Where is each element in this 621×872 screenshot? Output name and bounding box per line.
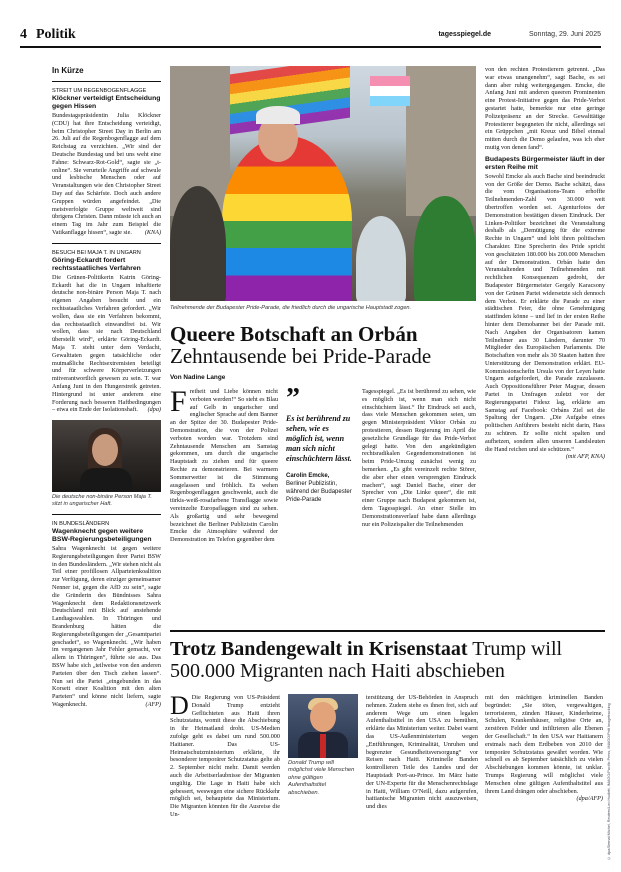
haiti-col-3: terstützung der US-Behörden in Anspruch nehmen. Zudem stehe es ihnen frei, sich auf anderem Wege um einen legalen Aufenthaltstitel in den USA zu bemühen, erklärte das Ministerium weiter. Dabei warnt das US-Außenministerium wegen „Entführungen, Kriminalität, Unruhen und begrenzter Gesundheitsversorgung“ vor Reisen nach Haiti. Kriminelle Banden kontrollieren Teile des Landes und der Hauptstadt Port-au-Prince. Im März hatte der UN-Experte für die Menschenrechtslage in Haiti, William O’Neill, dazu aufgerufen, haitianische Migranten nicht auszuweisen, und dies — [366, 694, 478, 811]
brief-wagenknecht — [52, 521, 161, 709]
section-title: Politik — [36, 27, 76, 42]
maja-t-photo — [52, 420, 161, 492]
brief-body: Die Grünen-Politikerin Katrin Göring-Eckardt hat die in Ungarn inhaftierte deutsche non-binäre Person Maja T. nach eigenen Angaben besucht und ein rechtsstaatliches Verfahren gefordert. „Wir wollen, dass sie ein Verfahren bekommt, das rechtsstaatlich einwandfrei ist. Wir wollen, dass sie nach Deutschland überstellt wird“, erklärte Göring-Eckardt. Maja T. steht unter dem Verdacht, Gewalttaten gegen tatsächliche oder mutmaßliche Rechtsextremisten beteiligt und für schwere Körperverletzungen mitverantwortlich gewesen zu sein. T. war Anfang Juni in den Hungerstreik getreten. Hintergrund ist unter anderem eine Forderung nach besseren Haftbedingungen – etwa ein Ende der Isolationshaft. (dpa) — [52, 273, 161, 414]
in-kuerze-column — [52, 66, 161, 846]
brief-kloeckner — [52, 88, 161, 237]
article-col-1 — [170, 385, 278, 544]
brief-kicker: BESUCH BEI MAJA T. IN UNGARN — [52, 249, 141, 256]
pride-article-right-column — [485, 66, 605, 461]
pride-headline — [170, 323, 476, 367]
brief-source: (AFP) — [145, 701, 161, 709]
maja-t-caption: Die deutsche non-binäre Person Maja T. sitzt in ungarischer Haft. — [52, 494, 152, 508]
brief-headline: Wagenknecht gegen weitere BSW-Regierungsbeteiligungen — [52, 528, 152, 544]
brief-body: Bundestagspräsidentin Julia Klöckner (CDU) hat ihre Entscheidung verteidigt, beim Christopher Street Day in Berlin am 26. Juli auf die Regenbogenflagge auf dem Reichstag zu verzichten. „Wir sind der Deutsche Bundestag und bei uns weht eine Fahne: Schwarz-Rot-Gold“, sagte sie „t-online“. Sie verurteile Angriffe auf schwule und lesbische Menschen oder auf Veranstaltungen wie den Christopher Street Day auf das Schärfste. Doch auch andere Gruppen würden angefeindet. „Die meistverfolgte Gruppe weltweit sind übrigens Christen. Dann müsste ich auch an einem Tag im Jahr zum Beispiel die Vatikanflagge hissen“, sagte sie. (KNA) — [52, 112, 161, 236]
article-text: reiheit und Liebe können nicht verboten werden!“ So steht es Blau auf Gelb in ungarischer und englischer Sprache auf dem Banner an der Spitze der 30. Budapester Pride-Demonstration, die von der Polizei verboten worden war. Trotzdem sind Zehntausende Menschen am Samstag gekommen, um durch die ungarische Hauptstadt zu ziehen und für queere Rechte zu demonstrieren. Bei warmem Sommerwetter ist die Stimmung ausgelassen und fröhlich. Es wehen Regenbogenflaggen geschwenkt, auch die türkis-weiß-rosafarbene Transflagge sowie vereinzelte Europaflaggen sind zu sehen. Als großartig und sehr bewegend bezeichnet die Berliner Publizistin Carolin Emcke die Atmosphäre während der Demonstration im Telefon gegenüber dem — [170, 388, 278, 544]
headline-sub: Zehntausende bei Pride-Parade — [170, 344, 432, 368]
page-number: 4 — [20, 27, 27, 42]
issue-date: Sonntag, 29. Juni 2025 — [528, 31, 601, 38]
article-source: (mit AFP, KNA) — [565, 453, 605, 461]
brief-goering-eckardt — [52, 250, 161, 414]
quote-mark-icon: ” — [286, 383, 300, 414]
brief-headline: Göring-Eckardt fordert rechtsstaatliches Verfahren — [52, 256, 141, 272]
drop-cap: F — [170, 385, 187, 418]
haiti-headline: Trotz Bandengewalt in Krisenstaat Trump will 500.000 Migranten nach Haiti abschieben — [170, 638, 563, 682]
brief-headline: Klöckner verteidigt Entscheidung gegen Hissen — [52, 95, 161, 110]
article-text: Sowohl Emcke als auch Bache sind beeindruckt von der Größe der Demo. Bache schätzt, dass die vom Organisations-Team erhoffte Teilnehmenden-Zahl von 30.000 weit übertroffen worden sei. Agenturfotos der Demonstration bestätigen diesen Eindruck. Der Linken-Politiker bezeichnet die Veranstaltung deshalb als „Demütigung für die extreme Rechte in Ungarn“ und lobt ihren politischen Charakter. Eine Sprecherin des Pride spricht von geschätzten 180.000 bis 200.000 Menschen auf der Demonstration. Orbán hatte den Veranstaltenden und Teilnehmenden mit rechtlichen Konsequenzen gedroht, der Budapester Bürgermeister Gergely Karacsony von der Grünen Partei widersetzte sich dennoch dem Verbot. Er erklärte die Parade zu einer städtischen Feier, die ohne Genehmigung stattfinden könne – und lief in der ersten Reihe hinter dem Demobanner bei der Parade mit. Nach Angaben der Organisatoren kamen Teilnehmer aus 30 Ländern, darunter 70 Mitglieder des Europäischen Parlaments. Die Botschaften von mehr als 30 Staaten hatten ihre Unterstützung der Demonstration erklärt. EU-Kommissionschefin Ursula von der Leyen hatte Ungarn aufgefordert, die Parade zuzulassen. Auch Oppositionsführer Peter Magyar, dessen Partei in Umfragen zuletzt vor der Regierungspartei Fidesz lag, erklärte am Samstag auf Facebook: Orbáns Ziel sei die Spaltung der Ungarn. „Die Aufgabe eines politischen Anführers besteht nicht darin, Hass zu schüren. Er sollte nicht spalten und aufhetzen, sondern allen unseren Landsleuten die Hand reichen und sie schützen.“ (mit AFP, KNA) — [485, 172, 605, 461]
quote-text: Es ist berührend zu sehen, wie es möglich ist, wenn man sich nicht einschüchtern lässt. — [286, 414, 352, 463]
site-name[interactable]: tagesspiegel.de — [438, 31, 491, 38]
haiti-col-1: D Die Regierung von US-Präsident Donald Trump entzieht Geflüchteten aus Haiti ihren Schutzstatus, womit diese die Abschiebung in ihr Heimatland droht. US-Medien zufolge geht es dabei um rund 500.000 Haitianer. Das US-Heimatschutzministerium erklärte, ihr besonderer temporärer Schutzstatus gelte ab 2. September nicht mehr. Damit werden auch die Arbeitserlaubnisse der Migranten ungültig. Die Lage in Haiti habe sich gebessert, weswegen eine sichere Rückkehr möglich sei, behauptete das Ministerium. Die Migranten könnten für die Ausreise die Un- — [170, 691, 280, 818]
haiti-col-4: mit den mächtigen kriminellen Banden begründet: „Sie töten, vergewaltigen, terrorisieren, zünden Häuser, Kinderheime, Schulen, Krankenhäuser, religiöse Orte an, zerstören Felder und infiltrieren alle Ebenen der Gesellschaft.“ In den USA war Haitianern erstmals nach dem Erdbeben von 2010 der temporäre Schutzstatus gewährt worden. Wie schnell es ab September tatsächlich zu vielen Abschiebungen kommen könnte, ist unklar. Trumps Regierung will möglichst viele Menschen ohne gültigen Aufenthaltstitel aus ihrem Land drängen oder abschieben. (dpa/AFP) — [485, 694, 603, 803]
divider — [52, 514, 161, 515]
drop-cap: D — [170, 691, 189, 720]
pull-quote — [286, 383, 354, 504]
quote-role: Berliner Publizistin, während der Budapester Pride-Parade — [286, 481, 352, 503]
brief-body: Sahra Wagenknecht ist gegen weitere Regierungsbeteiligungen ihrer Partei BSW in den Bundesländern. „Wir stehen nicht als Teil einer profillosen Allparteienkoalition zur Verfügung, deren einziger gemeinsamer Nenner ist, gegen die AfD zu sein“, sagte die Gründerin des Bündnisses Sahra Wagenknecht dem Redaktionsnetzwerk Deutschland mit Blick auf anstehende Landtagswahlen. In Thüringen und Brandenburg hätten die Regierungsbeteiligungen der „Gesamtpartei geschadet“, so Wagenknecht. „Wir haben im vergangenen Jahr Fehler gemacht, vor allem in Thüringen“, führte sie aus. Das BSW habe sich „teilweise von den anderen Parteien über den Tisch ziehen lassen“. Nun sei die Partei „eingebunden in das Korsett einer Koalition mit den alten Parteien“ und könne nicht liefern, sagte Wagenknecht. (AFP) — [52, 545, 161, 709]
article-text: von den rechten Protestierern getrennt. „Das war etwas unangenehm“, sagt Bache, es sei dann aber ruhig weitergegangen. Emcke, die Anfang Juni mit anderen queeren Prominenten eine Protest-Initiative gegen das Pride-Verbot gestartet hatte, bemerkte nur eine geringe Polizeipräsenz an der Strecke. Gewalttätige Protestierer begegneten ihr nicht, allerdings sei ein Grüppchen „mit Kreuz und Bibel einmal mitten durch die Demo gelaufen, was ich eher mutig von denen fand“. — [485, 66, 605, 151]
divider — [52, 243, 161, 244]
in-kuerze-title: In Kürze — [52, 66, 161, 82]
headline-main: Queere Botschaft an Orbán — [170, 322, 418, 346]
quote-author: Carolin Emcke, — [286, 473, 330, 479]
page-header — [20, 24, 601, 48]
article-source: (dpa/AFP) — [576, 795, 603, 803]
brief-source: (KNA) — [144, 228, 161, 236]
article-col-3: Tagesspiegel. „Es ist berührend zu sehen, wie es möglich ist, wenn man sich nicht einschüchtern lässt.“ Ihr Eindruck sei auch, dass viele Menschen gekommen seien, um gegen Ministerpräsident Viktor Orbán zu protestieren, dessen Regierung im April die gesetzliche Grundlage für das Pride-Verbot gelegt hatte. Von den angekündigten rechtsradikalen Gegendemonstrationen ist beim Pride-Umzug zunächst wenig zu bemerken. „Es gibt vereinzelt rechte Störer, die aber eher einen versprengten Eindruck machen“, sagt Daniel Bache, einer der Sprecher von „Die Linke queer“, die mit einer Gruppe nach Budapest gekommen ist, dem Tagesspiegel. An einer Stelle im Demonstrationsverlauf habe dann allerdings nur ein Polizeispalier die Teilnehmenden — [362, 388, 476, 528]
trump-photo — [288, 694, 358, 758]
pride-photo-caption: Teilnehmende der Budapester Pride-Parade, die friedlich durch die ungarische Hauptstadt zogen. — [170, 305, 412, 311]
brief-kicker: STREIT UM REGENBOGENFLAGGE — [52, 88, 147, 94]
photo-credits: © dpa/Bernat Michel, Reuters/Leo Hudlett, IMAGO/Pacific Press, IMAGO/Pritt Imagetracking — [607, 703, 611, 860]
story-divider — [170, 630, 605, 632]
trump-caption: Donald Trump will möglichst viele Menschen ohne gültigen Aufenthaltstitel abschieben. — [288, 760, 355, 796]
brief-source: (dpa) — [147, 406, 161, 414]
brief-kicker: IN BUNDESLÄNDERN — [52, 521, 110, 528]
pride-parade-photo — [170, 66, 476, 301]
byline: Von Nadine Lange — [170, 374, 226, 381]
article-subheading: Budapests Bürgermeister läuft in der ersten Reihe mit — [485, 155, 605, 171]
